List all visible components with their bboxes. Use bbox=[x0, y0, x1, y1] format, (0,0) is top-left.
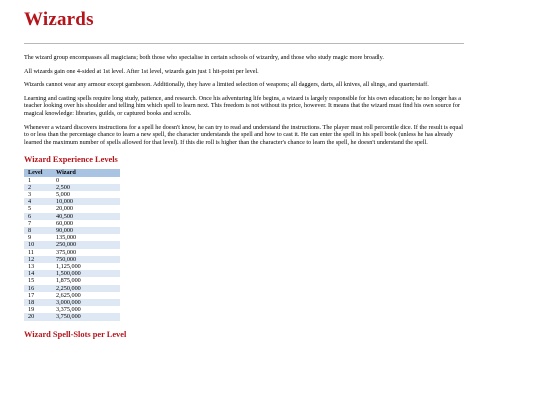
table-row bbox=[24, 299, 120, 306]
table-row bbox=[24, 184, 120, 191]
level-cell: 15 bbox=[28, 277, 35, 285]
level-cell: 4 bbox=[24, 198, 52, 205]
table-row bbox=[24, 177, 120, 184]
table-row bbox=[24, 313, 120, 320]
table-row bbox=[24, 277, 120, 284]
experience-points-cell: 375,000 bbox=[56, 248, 77, 256]
table-row bbox=[24, 270, 120, 277]
experience-points-cell: 3,000,000 bbox=[52, 299, 120, 306]
experience-table-header-row bbox=[24, 169, 120, 176]
experience-points-cell: 40,500 bbox=[52, 213, 120, 220]
experience-points-cell: 90,000 bbox=[52, 227, 120, 234]
table-row bbox=[24, 241, 120, 248]
spell-slots-heading: Wizard Spell-Slots per Level bbox=[24, 329, 127, 339]
experience-table bbox=[24, 169, 120, 320]
table-row bbox=[24, 220, 120, 227]
table-row bbox=[24, 205, 120, 212]
table-row bbox=[24, 256, 120, 263]
experience-points-cell: 2,500 bbox=[52, 184, 120, 191]
level-cell: 16 bbox=[24, 285, 52, 292]
table-row bbox=[24, 198, 120, 205]
experience-points-cell: 60,000 bbox=[56, 219, 74, 227]
title-divider bbox=[24, 43, 464, 44]
experience-points-cell: 1,875,000 bbox=[56, 277, 81, 285]
table-row bbox=[24, 263, 120, 270]
armour-paragraph: Wizards cannot wear any armour except gambeson. Additionally, they have a limited selection of weapons; all daggers, darts, all knives, all slings, and quarterstaff. bbox=[24, 81, 429, 89]
level-cell: 17 bbox=[28, 291, 35, 299]
table-row bbox=[24, 213, 120, 220]
table-row bbox=[24, 306, 120, 313]
experience-points-cell: 2,625,000 bbox=[56, 291, 81, 299]
table-row bbox=[24, 227, 120, 234]
level-cell: 13 bbox=[28, 262, 35, 270]
level-cell: 18 bbox=[24, 299, 52, 306]
level-cell: 5 bbox=[28, 205, 32, 213]
experience-points-cell: 135,000 bbox=[56, 234, 77, 242]
page-title: Wizards bbox=[24, 9, 94, 30]
experience-points-cell: 0 bbox=[56, 176, 60, 184]
table-row bbox=[24, 292, 120, 299]
level-cell: 2 bbox=[24, 184, 52, 191]
experience-points-cell: 5,000 bbox=[56, 190, 70, 198]
level-cell: 19 bbox=[28, 306, 35, 314]
experience-points-cell: 10,000 bbox=[52, 198, 120, 205]
experience-points-cell: 3,750,000 bbox=[52, 313, 120, 320]
spell-understanding-paragraph: Whenever a wizard discovers instructions for a spell he doesn't know, he can try to read and understand the instructions. The player must roll percentile dice. If the result is equal to or less than the percentage chance to learn a new spell, the character understands the spell and how to cast it. He can enter the spell in his spell book (unless he has already learned the maximum number of spells allowed for that level). If this die roll is higher than the character's chance to learn the spell, he doesn't understand the spell. bbox=[24, 123, 463, 146]
experience-points-cell: 250,000 bbox=[52, 241, 120, 248]
level-cell: 6 bbox=[24, 213, 52, 220]
intro-paragraph: The wizard group encompasses all magicians; both those who specialise in certain schools of wizardry, and those who study magic more broadly. bbox=[24, 54, 384, 61]
experience-points-cell: 2,250,000 bbox=[52, 285, 120, 292]
experience-points-cell: 3,375,000 bbox=[56, 306, 81, 314]
level-cell: 7 bbox=[28, 219, 32, 227]
level-cell: 12 bbox=[24, 256, 52, 263]
table-row bbox=[24, 249, 120, 256]
level-cell: 11 bbox=[28, 248, 34, 256]
experience-heading: Wizard Experience Levels bbox=[24, 155, 118, 165]
level-cell: 1 bbox=[28, 176, 32, 184]
level-cell: 3 bbox=[28, 190, 32, 198]
experience-points-cell: 1,500,000 bbox=[52, 270, 120, 277]
experience-table-body bbox=[24, 177, 120, 321]
table-row bbox=[24, 191, 120, 198]
table-row bbox=[24, 285, 120, 292]
experience-points-cell: 20,000 bbox=[56, 205, 74, 213]
wizard-column-header: Wizard bbox=[52, 169, 120, 176]
level-cell: 14 bbox=[24, 270, 52, 277]
level-cell: 8 bbox=[24, 227, 52, 234]
level-cell: 20 bbox=[24, 313, 52, 320]
level-cell: 9 bbox=[28, 234, 32, 242]
experience-points-cell: 1,125,000 bbox=[56, 262, 81, 270]
level-cell: 10 bbox=[24, 241, 52, 248]
level-column-header: Level bbox=[24, 169, 52, 176]
spell-learning-paragraph: Learning and casting spells require long study, patience, and research. Once his adventuring life begins, a wizard is largely responsible for his own education; he no longer has a teacher looking over his shoulder and telling him which spell to learn next. This freedom is not without its price, however. It means that the wizard must find his own source for magical knowledge: libraries, guilds, or captured books and scrolls. bbox=[24, 94, 461, 117]
main-content bbox=[24, 54, 466, 344]
experience-points-cell: 750,000 bbox=[52, 256, 120, 263]
hit-points-paragraph: All wizards gain one 4-sided at 1st level. After 1st level, wizards gain just 1 hit-point per level. bbox=[24, 67, 259, 75]
table-row bbox=[24, 234, 120, 241]
